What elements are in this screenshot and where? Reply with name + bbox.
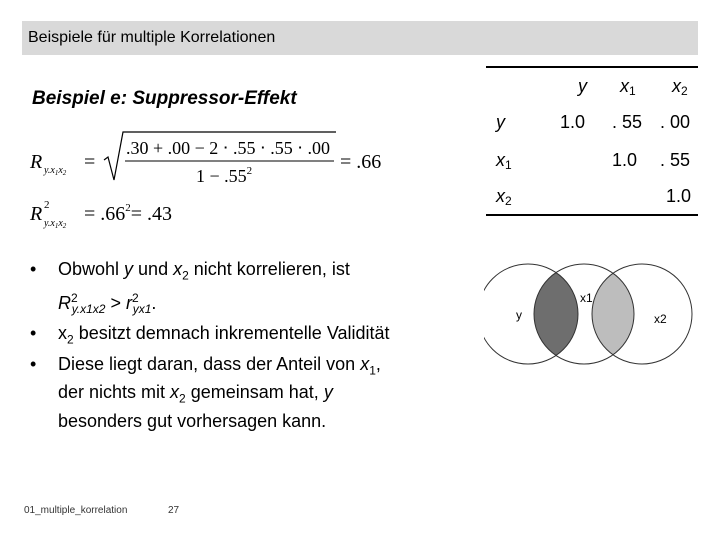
formula-block: [28, 128, 398, 238]
slide-title: Beispiele für multiple Korrelationen: [28, 29, 276, 46]
r-symbol: R: [30, 151, 43, 173]
bullet-item-3: • Diese liegt daran, dass der Anteil von $x_1$, der nichts mit $x_2$ gemeinsam hat, y besonders gut vorhersagen kann.: [30, 353, 381, 431]
bullet-dot: •: [30, 259, 37, 279]
col-header-x2: $x_2$: [672, 76, 688, 98]
r2-symbol: R: [30, 203, 43, 225]
table-top-rule: [486, 66, 698, 68]
row-label-y: y: [496, 112, 505, 132]
row-label-x2: $x_2$: [496, 186, 512, 208]
footer-page-number: 27: [168, 505, 180, 516]
equals-sign: =: [84, 151, 96, 173]
formula-svg: [28, 128, 398, 238]
footer-filename: 01_multiple_korrelation: [24, 505, 128, 516]
r2-subscript: $y.x_1x_2$: [44, 218, 67, 230]
bullet-dot: •: [30, 353, 37, 374]
bullet-item-1: • Obwohl y und $x_2$ nicht korrelieren, ist $R^2_{y.x1x2} > r^2_{yx1}$.: [30, 259, 350, 317]
table-bottom-rule: [486, 214, 698, 216]
cell-x1-x1: 1.0: [612, 150, 638, 170]
bullet-item-2: • $x_2$ besitzt demnach inkrementelle Validität: [30, 323, 390, 347]
cell-x1-x2: . 55: [660, 150, 691, 170]
r2-value: = $.66^2= .43$: [84, 202, 173, 225]
cell-y-x2: . 00: [660, 112, 691, 132]
venn-diagram: [484, 262, 706, 382]
col-header-x1: $x_1$: [620, 76, 636, 98]
title-bar: [22, 21, 698, 55]
venn-label-y: y: [516, 308, 522, 322]
result: = .66: [340, 151, 382, 173]
venn-label-x2: x2: [654, 312, 667, 326]
numerator: .30 + .00 − 2 ⋅ .55 ⋅ .55 ⋅ .00: [126, 138, 330, 158]
venn-label-x1: x1: [580, 291, 593, 305]
r-subscript: $y.x_1x_2$: [44, 165, 67, 177]
bullet-dot: •: [30, 323, 37, 344]
venn-svg: [484, 262, 706, 382]
subtitle: Beispiel e: Suppressor-Effekt: [32, 88, 297, 109]
bullet-list: [30, 258, 470, 434]
cell-x2-x2: 1.0: [666, 186, 692, 206]
row-label-x1: $x_1$: [496, 150, 512, 172]
denominator: $1 - .55^2$: [196, 165, 253, 186]
r2-exponent: 2: [44, 199, 50, 211]
cell-y-x1: . 55: [612, 112, 643, 132]
col-header-y: y: [578, 76, 587, 96]
correlation-table: [486, 66, 698, 216]
cell-y-y: 1.0: [560, 112, 586, 132]
